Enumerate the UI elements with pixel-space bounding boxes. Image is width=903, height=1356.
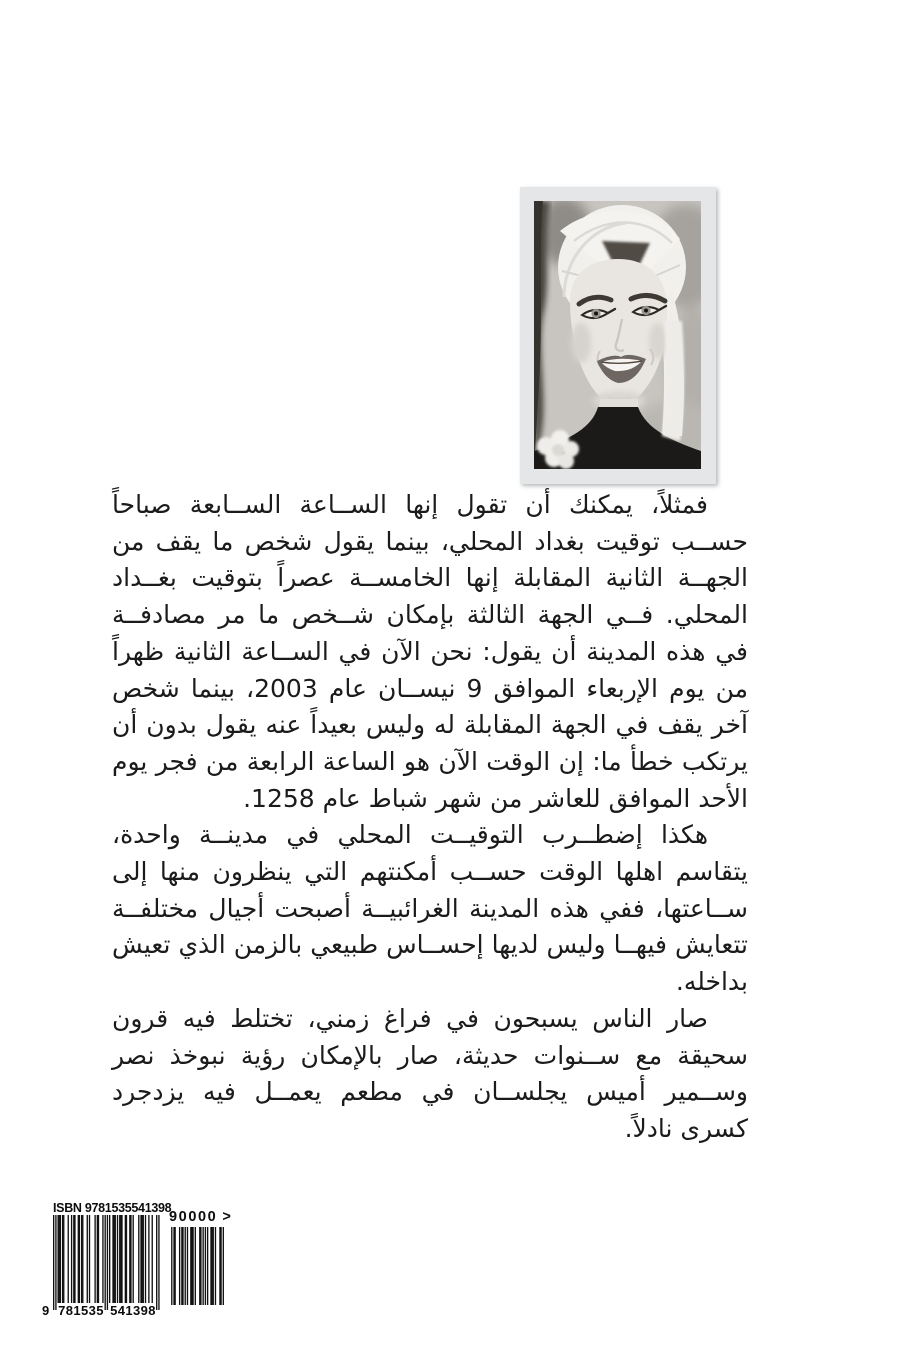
supplement-digits: 90000	[169, 1209, 218, 1225]
isbn-label: ISBN 9781535541398	[53, 1201, 172, 1215]
ean13-digit-lead: 9	[42, 1303, 50, 1318]
ean13-digits-group1: 781535	[58, 1303, 104, 1318]
blurb-paragraph-1: فمثلاً، يمكنك أن تقول إنها الســاعة الســابعة صباحاً حســب توقيت بغداد المحلي، بينما يقول شخص ما يقف من الجهــة الثانية المقابلة إنها الخامســة عصراً بتوقيت بغــداد المحلي. فــي الجهة الثالثة بإمكان شــخص ما مر مصادفــة في هذه المدينة أن يقول: نحن الآن في الســاعة الثانية ظهراً من يوم الإربعاء الموافق 9 نيســان عام 2003، بينما شخص آخر يقف في الجهة المقابلة له وليس بعيداً عنه يقول بدون أن يرتكب خطأ ما: إن الوقت الآن هو الساعة الرابعة من فجر يوم الأحد الموافق للعاشر من شهر شباط عام 1258.	[112, 490, 748, 813]
ean13-digits	[42, 1303, 160, 1318]
ean13-digits-group2: 541398	[110, 1303, 156, 1318]
ean13-barcode	[53, 1215, 160, 1310]
author-photo	[534, 201, 701, 469]
barcode-supplement-label	[169, 1209, 249, 1225]
isbn-barcode-block	[42, 1200, 303, 1325]
author-photo-frame	[520, 187, 716, 484]
blurb-paragraph-2: هكذا إضطــرب التوقيــت المحلي في مدينــة واحدة، يتقاسم اهلها الوقت حســب أمكنتهم التي ينظرون منها إلى ســاعتها، ففي هذه المدينة الغرائبيــة أصبحت أجيال مختلفــة تتعايش فيهــا وليس لديها إحســاس طبيعي بالزمن الذي تعيش بداخله.	[112, 820, 748, 997]
ean5-supplement-barcode	[170, 1227, 224, 1305]
blurb-paragraph-3: صار الناس يسبحون في فراغ زمني، تختلط فيه قرون سحيقة مع ســنوات حديثة، صار بالإمكان رؤية نبوخذ نصر وســمير أميس يجلســان في مطعم يعمــل فيه يزدجرد كسرى نادلاً.	[112, 1003, 748, 1143]
back-cover-blurb	[112, 487, 748, 1148]
supplement-arrow: >	[222, 1209, 231, 1225]
author-portrait-illustration	[534, 201, 701, 469]
